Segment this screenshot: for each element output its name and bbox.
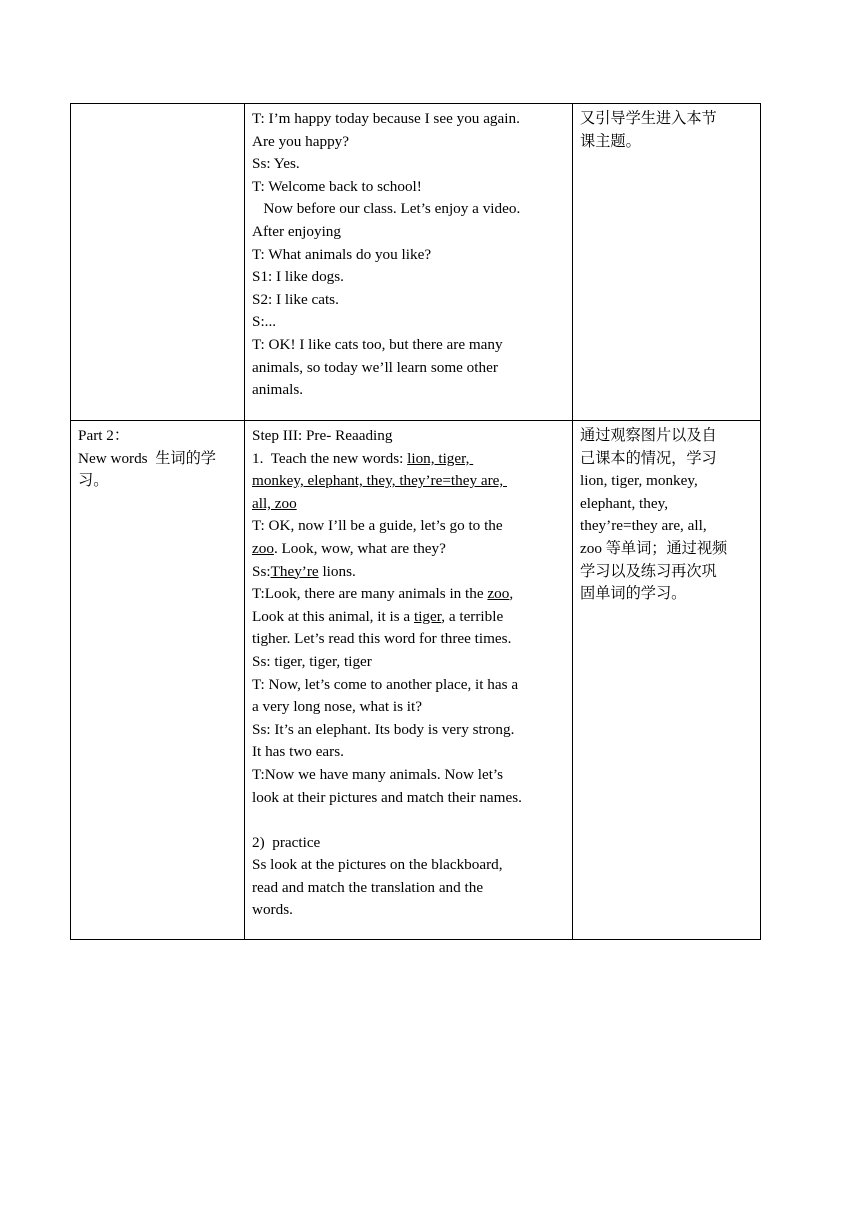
procedure-line: T: OK, now I’ll be a guide, let’s go to the <box>252 517 503 535</box>
purpose-line: they’re=they are, all, <box>580 517 707 535</box>
purpose-line: 又引导学生进入本节 <box>580 110 717 127</box>
text-run: T:Look, there are many animals in the <box>252 585 488 603</box>
purpose-cell <box>573 421 761 940</box>
part-line: New words 生词的学 <box>78 449 216 467</box>
procedure-line: Ss look at the pictures on the blackboard, <box>252 856 503 874</box>
purpose-line: zoo 等单词；通过视频 <box>580 539 728 557</box>
procedure-line: T:Now we have many animals. Now let’s <box>252 765 504 783</box>
procedure-line: animals, so today we’ll learn some other <box>252 358 498 376</box>
text-run: . Look, wow, what are they? <box>273 539 446 557</box>
procedure-line: 2) practice <box>252 833 321 851</box>
procedure-line <box>252 448 566 471</box>
procedure-line: It has two ears. <box>252 743 344 761</box>
word-underlined: They’re <box>270 562 319 580</box>
text-run: Ss: <box>252 562 271 580</box>
word-underlined: zoo <box>252 539 274 557</box>
procedure-line: S:... <box>252 313 277 331</box>
procedure-line: look at their pictures and match their names. <box>252 788 522 806</box>
procedure-line: After enjoying <box>252 222 341 240</box>
purpose-line: lion, tiger, monkey, <box>580 472 698 490</box>
procedure-line: Are you happy? <box>252 132 349 150</box>
part-cell <box>71 104 245 421</box>
procedure-line: T: I’m happy today because I see you again. <box>252 110 520 127</box>
purpose-line: 固单词的学习。 <box>580 585 687 603</box>
procedure-line: Ss: tiger, tiger, tiger <box>252 652 372 670</box>
purpose-line: 学习以及练习再次巩 <box>580 562 717 580</box>
text-run: , a terrible <box>441 607 504 625</box>
procedure-line: Ss: It’s an elephant. Its body is very strong. <box>252 720 515 738</box>
text-run: Look at this animal, it is a <box>252 607 414 625</box>
procedure-line: T: What animals do you like? <box>252 245 432 263</box>
text-run: lions. <box>318 562 356 580</box>
procedure-line <box>252 606 566 629</box>
procedure-line: tigher. Let’s read this word for three times. <box>252 630 512 648</box>
procedure-cell <box>245 104 573 421</box>
procedure-line: T: Welcome back to school! <box>252 177 422 195</box>
procedure-line: Ss: Yes. <box>252 155 300 173</box>
part-cell <box>71 421 245 940</box>
procedure-line <box>252 561 566 584</box>
procedure-line <box>252 583 566 606</box>
procedure-line: animals. <box>252 381 304 399</box>
text-run: , <box>509 585 514 603</box>
word-underlined: tiger <box>413 607 442 625</box>
procedure-line: words. <box>252 901 293 919</box>
blank-line <box>252 809 566 832</box>
purpose-cell <box>573 104 761 421</box>
word-underlined: zoo <box>487 585 510 603</box>
purpose-line: 己课本的情况，学习 <box>580 449 717 467</box>
purpose-line: 通过观察图片以及自 <box>580 427 717 444</box>
part-line: 习。 <box>78 472 109 490</box>
purpose-line: 课主题。 <box>580 132 641 150</box>
table-row <box>71 104 761 421</box>
step-heading: Step III: Pre- Reaading <box>252 427 393 444</box>
purpose-line: elephant, they, <box>580 494 668 512</box>
procedure-line: S2: I like cats. <box>252 290 339 308</box>
new-words-underlined: all, zoo <box>252 494 297 512</box>
text-run: 1. Teach the new words: <box>252 449 408 467</box>
new-words-underlined: monkey, elephant, they, they’re=they are, <box>252 472 507 490</box>
procedure-line: Now before our class. Let’s enjoy a video. <box>252 200 521 218</box>
procedure-line: T: OK! I like cats too, but there are many <box>252 335 503 353</box>
procedure-cell <box>245 421 573 940</box>
table-row <box>71 421 761 940</box>
new-words-underlined: lion, tiger, <box>407 449 474 467</box>
part-line: Part 2： <box>78 427 130 444</box>
procedure-line: S1: I like dogs. <box>252 268 344 286</box>
procedure-line: T: Now, let’s come to another place, it has a <box>252 675 519 693</box>
procedure-line: a very long nose, what is it? <box>252 698 422 716</box>
procedure-line: read and match the translation and the <box>252 878 484 896</box>
procedure-line <box>252 538 566 561</box>
lesson-plan-table <box>70 103 761 940</box>
